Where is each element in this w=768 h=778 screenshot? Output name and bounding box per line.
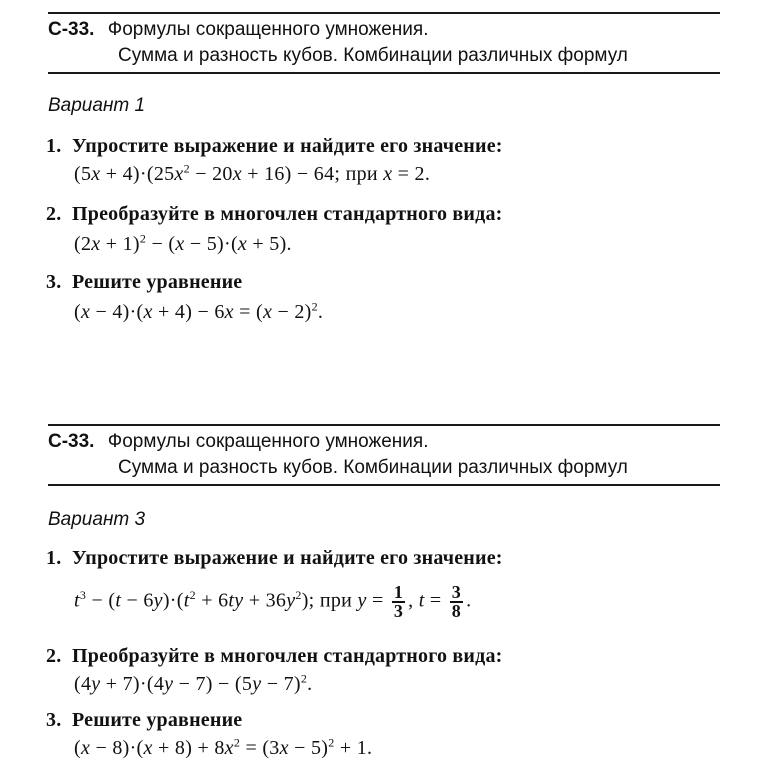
task-3-expression: $(x - 4)\cdot(x + 4) - 6x = (x - 2)^2$. [74,299,324,323]
task-text: Упростите выражение и найдите его значение: [72,135,503,157]
task-1 [46,546,503,570]
fraction-y: $\frac{1}{3}$ [393,582,404,621]
task-number: 1. [46,135,62,157]
task-1-expression: $t^3 - (t - 6y)\cdot(t^2 + 6ty + 36y^2)$; при y = $\frac{1}{3}$ , t = $\frac{3}{8}$ . [74,582,472,621]
task-text: Преобразуйте в многочлен стандартного вида: [72,203,503,225]
task-1 [46,134,503,158]
task-number: 3. [46,271,62,293]
section-code: С-33. [48,431,95,452]
header-rule [48,72,720,74]
section-code: С-33. [48,19,95,40]
variant-title: Вариант 1 [48,95,146,116]
task-text: Решите уравнение [72,709,243,731]
task-3-expression: $(x - 8)\cdot(x + 8) + 8x^2 = (3x - 5)^2 + 1$. [74,735,373,759]
task-2 [46,644,503,668]
task-number: 3. [46,709,62,731]
task-number: 2. [46,203,62,225]
top-rule [48,424,720,426]
task-3 [46,708,242,732]
task-3 [46,270,242,294]
task-text: Преобразуйте в многочлен стандартного вида: [72,645,503,667]
section-subtitle: Сумма и разность кубов. Комбинации различных формул [118,45,628,66]
section-header [48,430,428,454]
task-2 [46,202,503,226]
task-number: 1. [46,547,62,569]
top-rule [48,12,720,14]
fraction-t: $\frac{3}{8}$ [451,582,462,621]
section-title: Формулы сокращенного умножения. [107,19,429,40]
header-rule [48,484,720,486]
task-2-expression: $(2x + 1)^2 - (x - 5)\cdot(x + 5)$. [74,231,292,255]
section-header [48,18,428,42]
task-text: Решите уравнение [72,271,243,293]
section-title: Формулы сокращенного умножения. [107,431,429,452]
variant-title: Вариант 3 [48,509,146,530]
section-subtitle: Сумма и разность кубов. Комбинации различных формул [118,457,628,478]
task-number: 2. [46,645,62,667]
task-1-expression: $(5x + 4)\cdot(25x^2 - 20x + 16) - 64$; при x = 2. [74,161,431,185]
task-2-expression: $(4y + 7)\cdot(4y - 7) - (5y - 7)^2$. [74,671,313,695]
task-text: Упростите выражение и найдите его значение: [72,547,503,569]
